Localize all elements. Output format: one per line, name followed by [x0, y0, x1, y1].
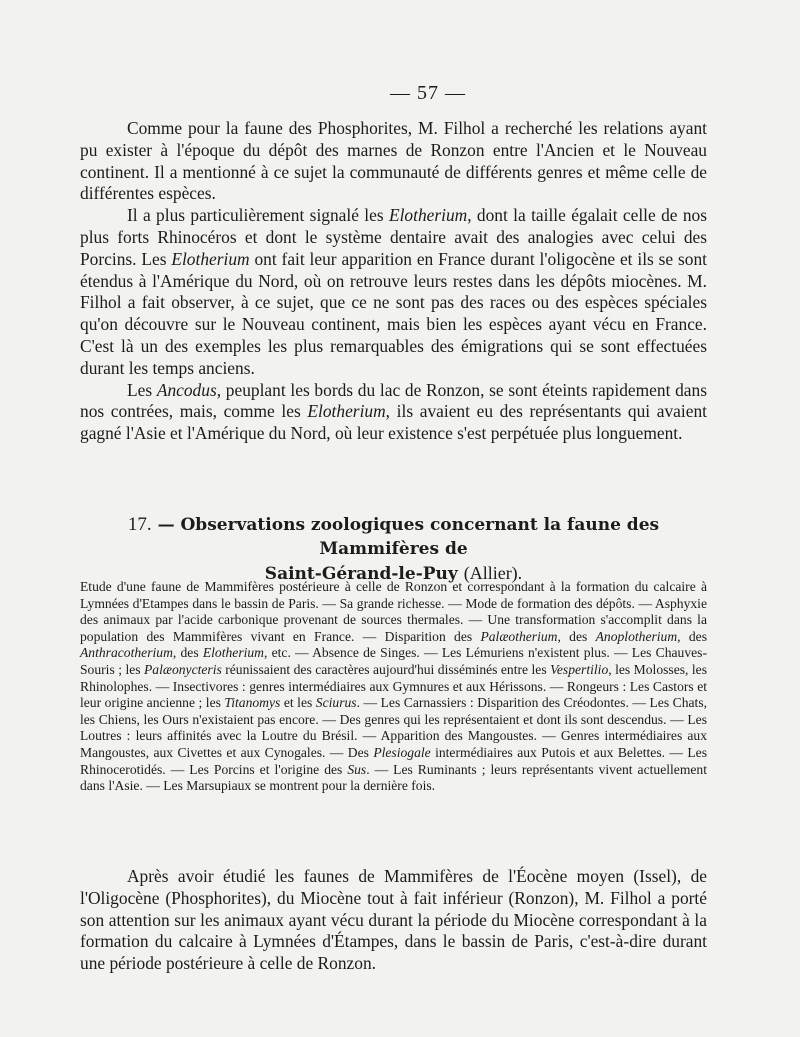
closing-text: [80, 866, 707, 975]
main-text: [80, 118, 707, 445]
page-number: — 57 —: [390, 82, 466, 104]
genus-name: Elotherium: [171, 248, 250, 269]
section-region: (Allier).: [463, 563, 523, 583]
paragraph-elotherium: Il a plus particulièrement signalé les Elotherium, dont la taille égalait celle de nos plus forts Rhinocéros et dont le système dentaire avait des analogies avec celui des Porcins. Les Elotherium ont fait leur apparition en France durant l'oligocène et ils se sont étendus à l'Amérique du Nord, où on retrouve leurs restes dans les dépôts miocènes. M. Filhol a fait observer, à ce sujet, que ce ne sont pas des races ou des espèces spéciales qu'on découvre sur le Nouveau continent, mais bien les espèces ayant vécu en France. C'est là un des exemples les plus remarquables des émigrations qui se sont effectuées durant les temps anciens.: [80, 205, 707, 378]
section-title: Observations zoologiques concernant la faune des Mammifères de: [180, 515, 660, 559]
section-title-place: Saint-Gérand-le-Puy: [264, 564, 458, 584]
genus-name: Ancodus: [156, 379, 217, 400]
paragraph-filhol-relations: Comme pour la faune des Phosphorites, M. Filhol a recherché les relations ayant pu exister à l'époque du dépôt des marnes de Ronzon entre l'Ancien et le Nouveau continent. Il a mentionné à ce sujet la communauté de différents genres et même celle de différentes espèces.: [80, 118, 707, 204]
genus-name: Elotherium: [388, 205, 468, 226]
paragraph-ancodus: Les Ancodus, peuplant les bords du lac de Ronzon, se sont éteints rapidement dans nos contrées, mais, comme les Elotherium, ils avaient eu des représentants qui avaient gagné l'Asie et l'Amérique du Nord, où leur existence s'est perpétuée plus longuement.: [80, 379, 707, 444]
genus-name: Elotherium: [307, 401, 386, 422]
section-heading: 17. — Observations zoologiques concernant la faune des Mammifères de Saint-Gérand-le-Puy (Allier).: [127, 514, 660, 584]
section-summary: Etude d'une faune de Mammifères postérieure à celle de Ronzon et correspondant à la formation du calcaire à Lymnées d'Etampes dans le bassin de Paris. — Sa grande richesse. — Mode de formation des dépôts. — Asphyxie des animaux par l'acide carbonique provenant de sources thermales. — Une transformation s'accomplit dans la population des Mammifères vivant en France. — Disparition des Palæotherium, des Anoplotherium, des Anthracotherium, des Elotherium, etc. — Absence de Singes. — Les Lémuriens n'existent plus. — Les Chauves-Souris ; les Palæonycteris réunissaient des caractères aujourd'hui disséminés entre les Vespertilio, les Molosses, les Rhinolophes. — Insectivores : genres intermédiaires aux Gymnures et aux Hérissons. — Rongeurs : Les Castors et leur origine ancienne ; les Titanomys et les Sciurus. — Les Carnassiers : Disparition des Créodontes. — Les Chats, les Chiens, les Ours n'existaient pas encore. — Des genres qui les représentaient et dont ils sont descendus. — Les Loutres : leurs affinités avec la Loutre du Brésil. — Apparition des Mangoustes. — Genres intermédiaires aux Mangoustes, aux Civettes et aux Cynogales. — Des Plesiogale intermédiaires aux Putois et aux Belettes. — Les Rhinocerotidés. — Les Porcins et l'origine des Sus. — Les Ruminants ; leurs représentants vivent actuellement dans l'Asie. — Les Marsupiaux se montrent pour la dernière fois.: [80, 579, 708, 794]
section-number: 17.: [127, 514, 152, 535]
paragraph-saint-gerand: Après avoir étudié les faunes de Mammifères de l'Éocène moyen (Issel), de l'Oligocène (Phosphorites), du Miocène tout à fait inférieur (Ronzon), M. Filhol a porté son attention sur les animaux ayant vécu durant la période du Miocène correspondant à la formation du calcaire à Lymnées d'Étampes, dans le bassin de Paris, c'est-à-dire durant une période postérieure à celle de Ronzon.: [80, 866, 707, 974]
